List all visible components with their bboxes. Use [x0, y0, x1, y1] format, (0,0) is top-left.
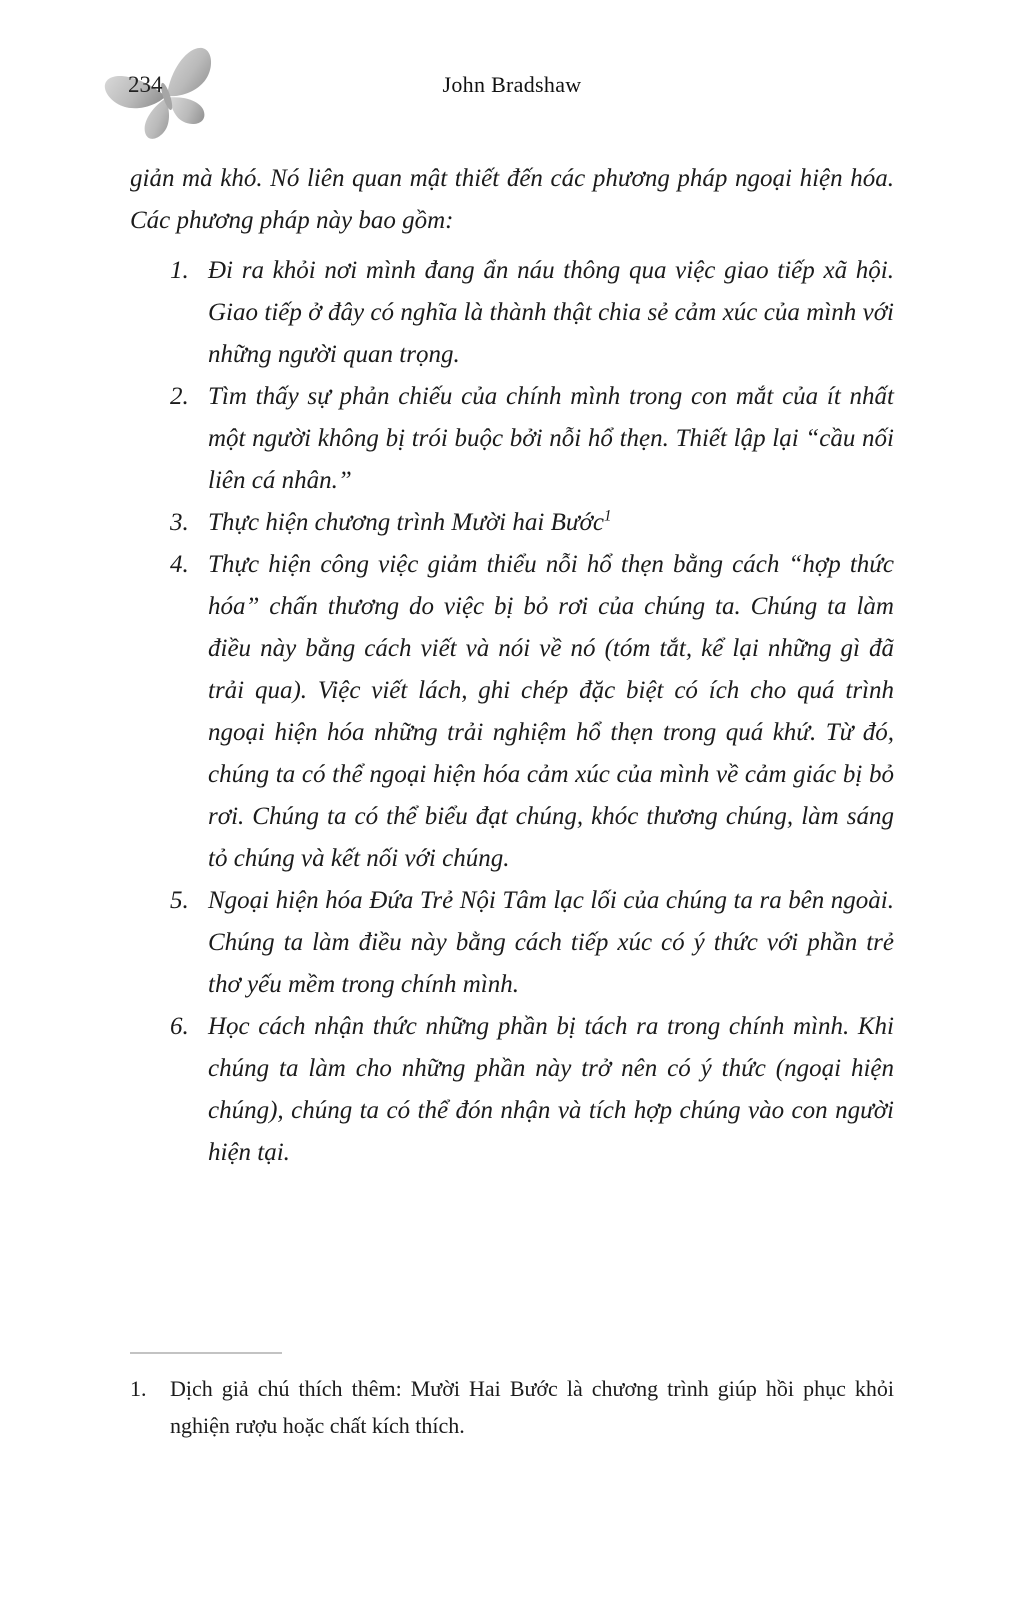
page-number: 234 [128, 72, 163, 97]
list-item-text: Tìm thấy sự phản chiếu của chính mình trong con mắt của ít nhất một người không bị trói buộc bởi nỗi hổ thẹn. Thiết lập lại “cầu nối liên cá nhân.” [208, 383, 894, 494]
list-item-number: 3. [170, 509, 189, 536]
list-item-text: Ngoại hiện hóa Đứa Trẻ Nội Tâm lạc lối của chúng ta ra bên ngoài. Chúng ta làm điều này bằng cách tiếp xúc có ý thức với phần trẻ thơ yếu mềm trong chính mình. [208, 887, 894, 998]
list-item-number: 1. [170, 257, 189, 284]
footnote-text: Dịch giả chú thích thêm: Mười Hai Bước là chương trình giúp hồi phục khỏi nghiện rượu hoặc chất kích thích. [170, 1376, 894, 1438]
list-item [130, 502, 894, 544]
footnote-section [130, 1352, 894, 1444]
footnote-separator [130, 1352, 282, 1354]
intro-paragraph: giản mà khó. Nó liên quan mật thiết đến các phương pháp ngoại hiện hóa. Các phương pháp này bao gồm: [130, 165, 894, 234]
list-item [130, 376, 894, 502]
list-item [130, 880, 894, 1006]
body-text [130, 158, 894, 1174]
list-item-text: Thực hiện chương trình Mười hai Bước [208, 509, 604, 536]
list-item-text: Học cách nhận thức những phần bị tách ra trong chính mình. Khi chúng ta làm cho những phần này trở nên có ý thức (ngoại hiện chúng), chúng ta có thể đón nhận và tích hợp chúng vào con người hiện tại. [208, 1013, 894, 1166]
footnote [130, 1370, 894, 1444]
list-item-number: 2. [170, 383, 189, 410]
list-item-number: 4. [170, 551, 189, 578]
list-item-text: Thực hiện công việc giảm thiểu nỗi hổ thẹn bằng cách “hợp thức hóa” chấn thương do việc bị bỏ rơi của chúng ta. Chúng ta làm điều này bằng cách viết và nói về nó (tóm tắt, kể lại những gì đã trải qua). Việc viết lách, ghi chép đặc biệt có ích cho quá trình ngoại hiện hóa những trải nghiệm hổ thẹn trong quá khứ. Từ đó, chúng ta có thể ngoại hiện hóa cảm xúc của mình về cảm giác bị bỏ rơi. Chúng ta có thể biểu đạt chúng, khóc thương chúng, làm sáng tỏ chúng và kết nối với chúng. [208, 551, 894, 872]
footnote-number: 1. [130, 1376, 147, 1401]
list-item [130, 544, 894, 880]
list-item-number: 6. [170, 1013, 189, 1040]
list-item [130, 250, 894, 376]
footnote-reference-marker: 1 [603, 507, 612, 525]
list-item [130, 1006, 894, 1174]
list-item-number: 5. [170, 887, 189, 914]
numbered-list [130, 250, 894, 1174]
list-item-text: Đi ra khỏi nơi mình đang ẩn náu thông qua việc giao tiếp xã hội. Giao tiếp ở đây có nghĩa là thành thật chia sẻ cảm xúc của mình với những người quan trọng. [208, 257, 894, 368]
running-header: John Bradshaw [442, 72, 582, 97]
